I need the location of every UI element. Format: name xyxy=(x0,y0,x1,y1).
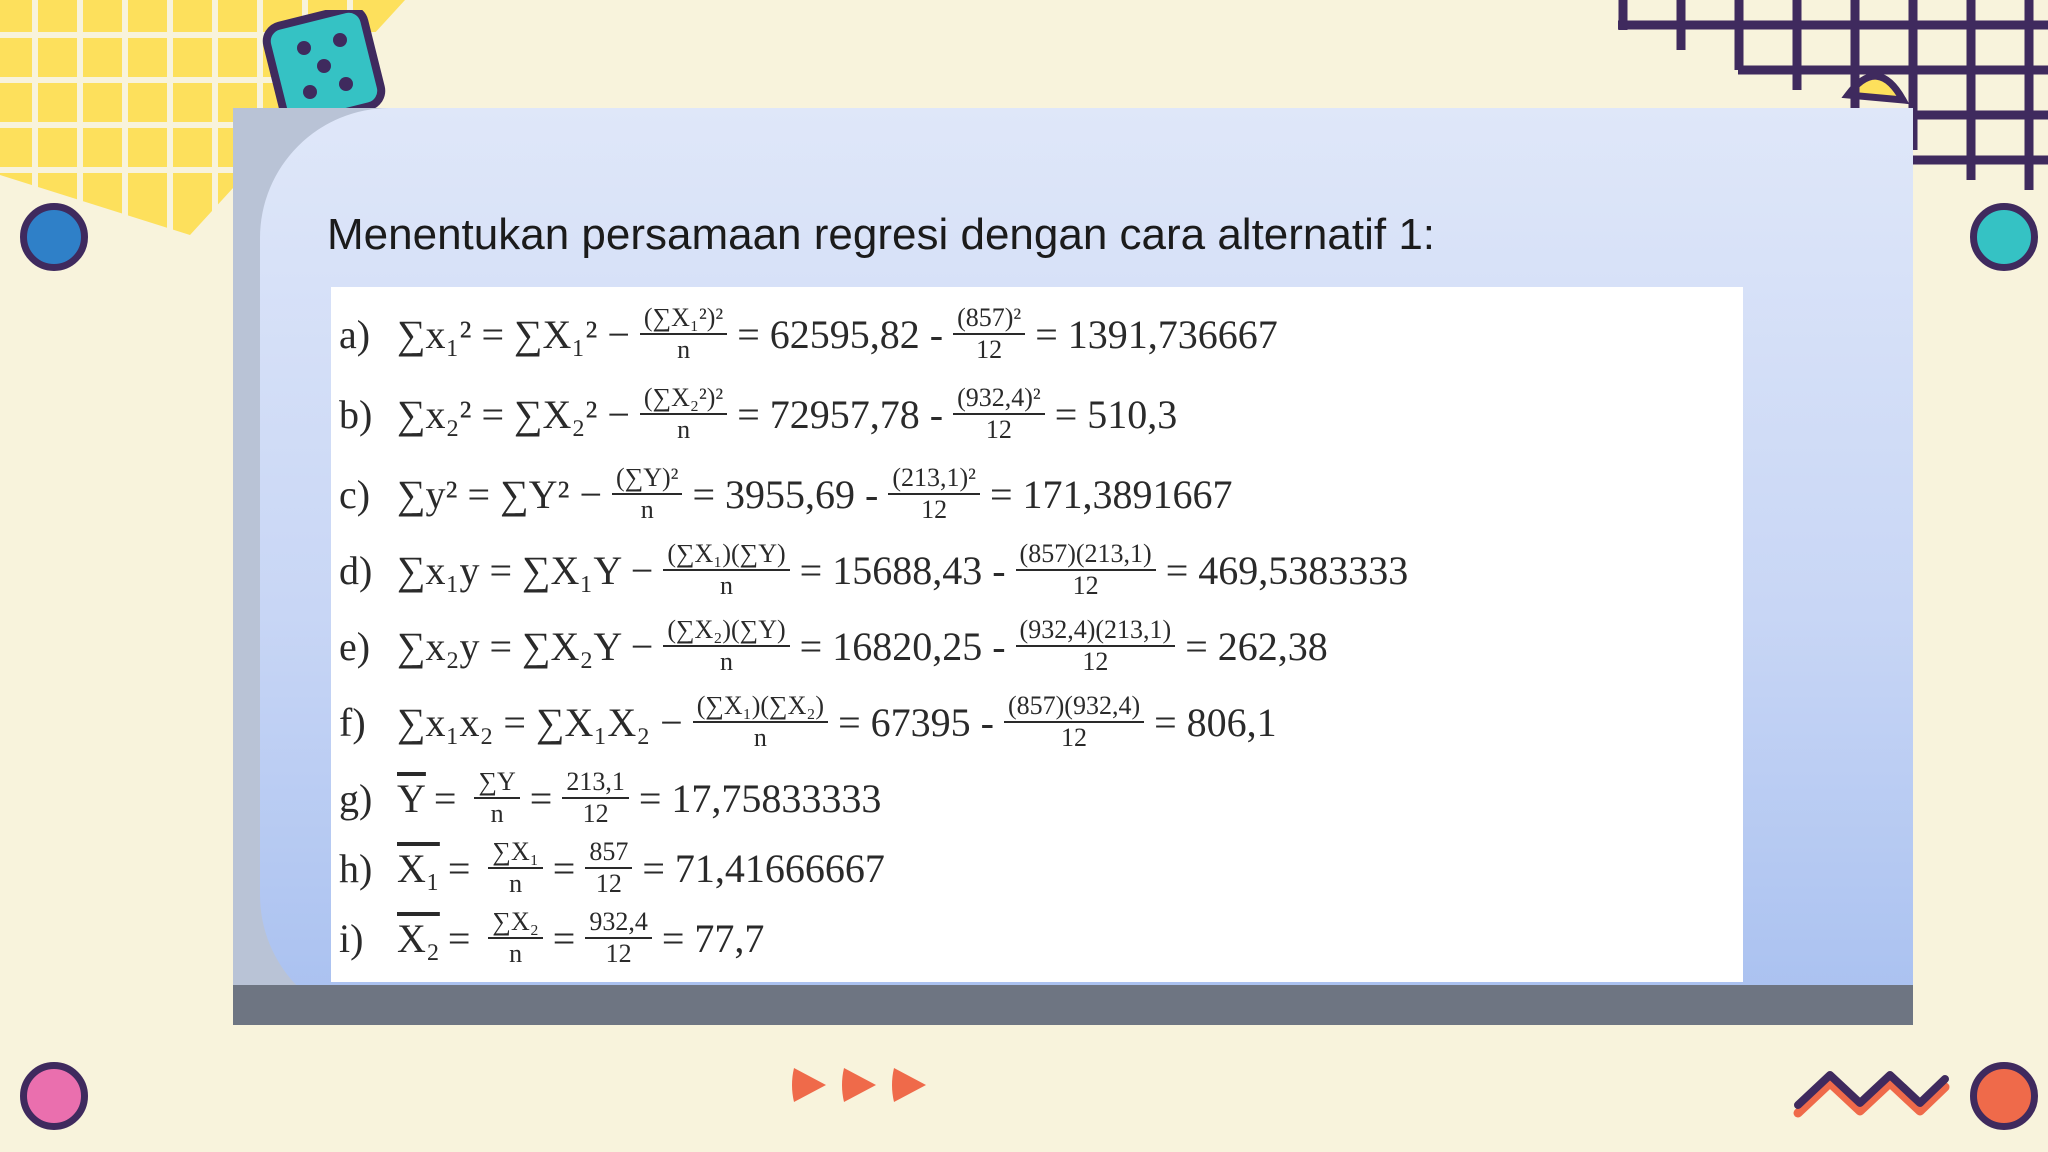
formula-label: e) xyxy=(339,623,371,669)
fraction-numerator: (∑X₁)(∑X₂) xyxy=(693,691,828,723)
fraction-numerator: (932,4)(213,1) xyxy=(1016,615,1176,647)
fraction-numerator: 932,4 xyxy=(585,907,652,939)
formula-result: = 71,41666667 xyxy=(642,845,885,891)
fraction-numerator: ∑X₁ xyxy=(488,837,542,869)
formula-result: = 1391,736667 xyxy=(1035,311,1278,357)
teal-circle-decoration xyxy=(1970,203,2038,271)
slide-bottom-strip xyxy=(233,985,1913,1025)
fraction xyxy=(1016,615,1176,677)
formula-label: h) xyxy=(339,845,373,891)
equals-sign: = xyxy=(447,845,471,891)
fraction-numerator: ∑Y xyxy=(474,767,519,799)
fraction-denominator: n xyxy=(490,799,504,828)
formula-mid: = xyxy=(552,845,576,891)
fraction-numerator: (857)(932,4) xyxy=(1004,691,1144,723)
fraction xyxy=(640,303,727,365)
formula-label: g) xyxy=(339,775,373,821)
formula-label: d) xyxy=(339,547,373,593)
equals-sign: = xyxy=(433,775,457,821)
formula-result: = 17,75833333 xyxy=(638,775,882,821)
fraction-denominator: 12 xyxy=(976,335,1003,364)
formula-result: = 262,38 xyxy=(1185,623,1328,669)
formula-result: = 510,3 xyxy=(1054,391,1178,437)
fraction-denominator: n xyxy=(509,939,523,968)
fraction-denominator: 12 xyxy=(595,869,622,898)
mean-symbol: X₁ xyxy=(397,845,440,891)
mean-symbol: X₂ xyxy=(397,915,440,961)
fraction-denominator: 12 xyxy=(605,939,632,968)
fraction-numerator: 857 xyxy=(585,837,632,869)
formula-lhs: ∑x₁² = ∑X₁² − xyxy=(397,311,630,357)
formula-row-e xyxy=(339,615,1328,677)
slide-heading: Menentukan persamaan regresi dengan cara alternatif 1: xyxy=(327,210,1436,259)
fraction-denominator: n xyxy=(719,647,733,676)
mean-symbol: $\overline{Y}$ xyxy=(397,775,426,821)
pink-circle-decoration xyxy=(20,1062,88,1130)
fraction-denominator: 12 xyxy=(1082,647,1109,676)
fraction-denominator: 12 xyxy=(582,799,609,828)
formula-result: = 806,1 xyxy=(1154,699,1277,745)
formula-mid: = 3955,69 - xyxy=(692,471,879,517)
formula-mid: = 16820,25 - xyxy=(799,623,1006,669)
fraction xyxy=(488,837,542,899)
fraction-numerator: (∑X₁)(∑Y) xyxy=(663,539,789,571)
formula-mid: = xyxy=(552,915,576,961)
fraction xyxy=(1016,539,1156,601)
fraction xyxy=(640,383,727,445)
fraction xyxy=(663,615,789,677)
fraction-numerator: (213,1)² xyxy=(888,463,980,495)
orange-circle-decoration xyxy=(1970,1062,2038,1130)
formula-result: = 469,5383333 xyxy=(1165,547,1409,593)
zigzag-icon xyxy=(1790,1065,1950,1125)
formula-panel xyxy=(331,287,1743,982)
fraction-numerator: (∑X₁²)² xyxy=(640,303,727,335)
fraction-denominator: n xyxy=(753,723,767,752)
formula-row-a xyxy=(339,303,1278,365)
fraction-numerator: (932,4)² xyxy=(953,383,1045,415)
formula-mid: = 67395 - xyxy=(838,699,994,745)
fraction xyxy=(663,539,789,601)
formula-label: f) xyxy=(339,699,366,745)
fraction xyxy=(612,463,682,525)
fraction-denominator: n xyxy=(677,415,691,444)
formula-row-b xyxy=(339,383,1177,445)
fraction-denominator: 12 xyxy=(921,495,948,524)
formula-label: a) xyxy=(339,311,371,357)
formula-lhs: ∑x₁y = ∑X₁Y − xyxy=(397,547,654,593)
formula-lhs: ∑x₂² = ∑X₂² − xyxy=(397,391,630,437)
fraction xyxy=(1004,691,1144,753)
play-arrows-icon xyxy=(790,1060,930,1110)
formula-row-c xyxy=(339,463,1233,525)
fraction-numerator: (∑X₂)(∑Y) xyxy=(663,615,789,647)
dice-icon xyxy=(262,10,392,120)
formula-lhs: ∑x₁x₂ = ∑X₁X₂ − xyxy=(397,699,683,745)
formula-lhs: ∑y² = ∑Y² − xyxy=(397,471,603,517)
blue-circle-decoration xyxy=(20,203,88,271)
fraction-numerator: (857)² xyxy=(953,303,1025,335)
formula-lhs: ∑x₂y = ∑X₂Y − xyxy=(397,623,654,669)
fraction xyxy=(953,383,1045,445)
formula-label: c) xyxy=(339,471,371,517)
fraction-numerator: 213,1 xyxy=(562,767,629,799)
fraction xyxy=(888,463,980,525)
fraction-numerator: ∑X₂ xyxy=(488,907,542,939)
fraction xyxy=(953,303,1025,365)
formula-row-g xyxy=(339,767,881,829)
fraction-denominator: n xyxy=(509,869,523,898)
formula-row-d xyxy=(339,539,1408,601)
formula-row-h xyxy=(339,837,885,899)
fraction-denominator: n xyxy=(677,335,691,364)
fraction xyxy=(562,767,629,829)
formula-mid: = 15688,43 - xyxy=(799,547,1006,593)
fraction-denominator: 12 xyxy=(1072,571,1099,600)
formula-row-f xyxy=(339,691,1277,753)
fraction-denominator: n xyxy=(640,495,654,524)
fraction xyxy=(585,837,632,899)
fraction xyxy=(488,907,542,969)
fraction-denominator: n xyxy=(719,571,733,600)
fraction-numerator: (857)(213,1) xyxy=(1016,539,1156,571)
formula-label: i) xyxy=(339,915,364,961)
fraction xyxy=(693,691,828,753)
formula-mid: = 62595,82 - xyxy=(737,311,944,357)
formula-result: = 77,7 xyxy=(661,915,765,961)
formula-row-i xyxy=(339,907,764,969)
equals-sign: = xyxy=(447,915,471,961)
fraction-numerator: (∑X₂²)² xyxy=(640,383,727,415)
formula-result: = 171,3891667 xyxy=(989,471,1233,517)
formula-mid: = xyxy=(529,775,553,821)
fraction-denominator: 12 xyxy=(985,415,1012,444)
formula-label: b) xyxy=(339,391,373,437)
fraction xyxy=(585,907,652,969)
fraction xyxy=(474,767,519,829)
fraction-numerator: (∑Y)² xyxy=(612,463,682,495)
formula-mid: = 72957,78 - xyxy=(737,391,944,437)
fraction-denominator: 12 xyxy=(1061,723,1088,752)
